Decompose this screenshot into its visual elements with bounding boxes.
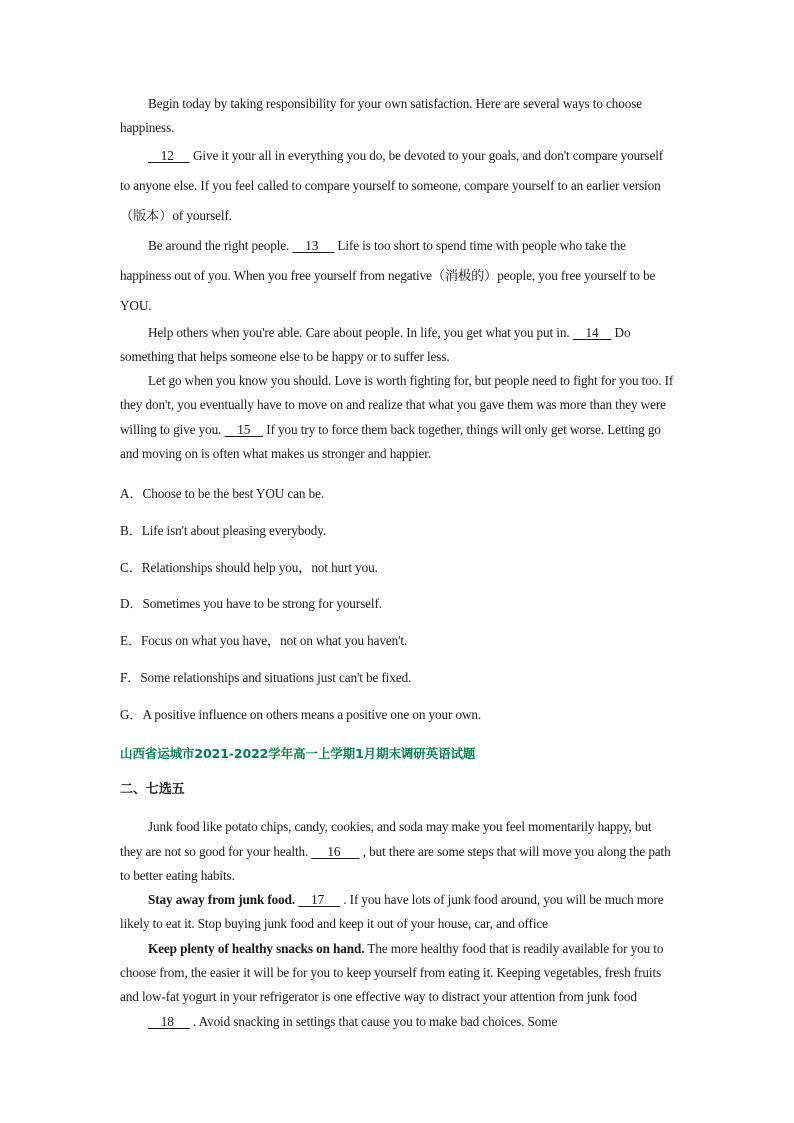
option-d: D．Sometimes you have to be strong for yourself. bbox=[120, 596, 382, 612]
passage2-paragraph-17 bbox=[120, 888, 676, 937]
paragraph-text-after: Life is too short to spend time with people who take the happiness out of you. When you free yourself from negative（消极的）people, you free yourself to be YOU. bbox=[120, 237, 656, 313]
blank-17[interactable]: 17 bbox=[298, 892, 341, 908]
paragraph-text-before: Be around the right people. bbox=[148, 237, 293, 253]
passage1-intro: Begin today by taking responsibility for your own satisfaction. Here are several ways to choose happiness. bbox=[120, 96, 643, 136]
blank-12[interactable]: 12 bbox=[148, 147, 190, 163]
blank-16[interactable]: 16 bbox=[311, 843, 360, 859]
option-a: A．Choose to be the best YOU can be. bbox=[120, 486, 325, 502]
option-g: G．A positive influence on others means a positive one on your own. bbox=[120, 706, 482, 722]
paragraph-text: Give it your all in everything you do, be devoted to your goals, and don't compare yourself to anyone else. If you feel called to compare yourself to someone, compare yourself to an earlier version（版本）of yourself. bbox=[120, 147, 664, 223]
section-heading: 二、七选五 bbox=[120, 782, 185, 798]
passage2-paragraph-18 bbox=[120, 1010, 676, 1034]
paragraph-text-after: Do something that helps someone else to be happy or to suffer less. bbox=[120, 324, 631, 364]
blank-18[interactable]: 18 bbox=[148, 1013, 190, 1029]
passage2-paragraph-16 bbox=[120, 815, 676, 888]
paragraph-text-before: Help others when you're able. Care about people. In life, you get what you put in. bbox=[148, 324, 573, 340]
option-f: F．Some relationships and situations just can't be fixed. bbox=[120, 669, 412, 685]
paragraph-text-after: The more healthy food that is readily available for you to choose from, the easier it will be for you to keep yourself from eating it. Keeping vegetables, fresh fruits and low-fat yogurt in your refrigerator is one effective way to distract your attention from junk food bbox=[120, 940, 664, 1005]
blank-14[interactable]: 14 bbox=[572, 324, 612, 340]
paragraph-bold-lead: Stay away from junk food. bbox=[148, 892, 299, 908]
document-page bbox=[120, 92, 676, 1034]
paragraph-text-after: , but there are some steps that will move you along the path to better eating habits. bbox=[120, 843, 671, 883]
paragraph-text-after: . If you have lots of junk food around, you will be much more likely to eat it. Stop buying junk food and keep it out of your house, car, and office bbox=[120, 892, 664, 932]
passage1-paragraph-12 bbox=[120, 141, 676, 231]
blank-13[interactable]: 13 bbox=[292, 237, 335, 253]
paragraph-bold-lead: Keep plenty of healthy snacks on hand. bbox=[148, 940, 365, 956]
option-b: B．Life isn't about pleasing everybody. bbox=[120, 523, 327, 539]
option-e: E．Focus on what you have，not on what you haven't. bbox=[120, 633, 408, 649]
blank-15[interactable]: 15 bbox=[224, 421, 264, 437]
option-c: C．Relationships should help you，not hurt you. bbox=[120, 559, 378, 575]
exam-source-title: 山西省运城市2021-2022学年高一上学期1月期末调研英语试题 bbox=[120, 746, 476, 762]
passage1-paragraph-14 bbox=[120, 321, 676, 370]
answer-options bbox=[120, 476, 676, 733]
paragraph-text-after: If you try to force them back together, things will only get worse. Letting go and moving on is often what makes us stronger and happier. bbox=[120, 421, 661, 462]
passage1-paragraph-13 bbox=[120, 231, 676, 321]
paragraph-text-after: . Avoid snacking in settings that cause you to make bad choices. Some bbox=[189, 1013, 558, 1029]
passage2-paragraph-snacks bbox=[120, 937, 676, 1010]
paragraph-text-before: Junk food like potato chips, candy, cookies, and soda may make you feel momentarily happy, but they are not so good for your health. bbox=[120, 819, 652, 859]
passage1-paragraph-15 bbox=[120, 369, 676, 466]
paragraph-text-before: Let go when you know you should. Love is worth fighting for, but people need to fight for you too. If they don't, you eventually have to move on and realize that what you gave them was more than they were willing to give you. bbox=[120, 373, 674, 437]
